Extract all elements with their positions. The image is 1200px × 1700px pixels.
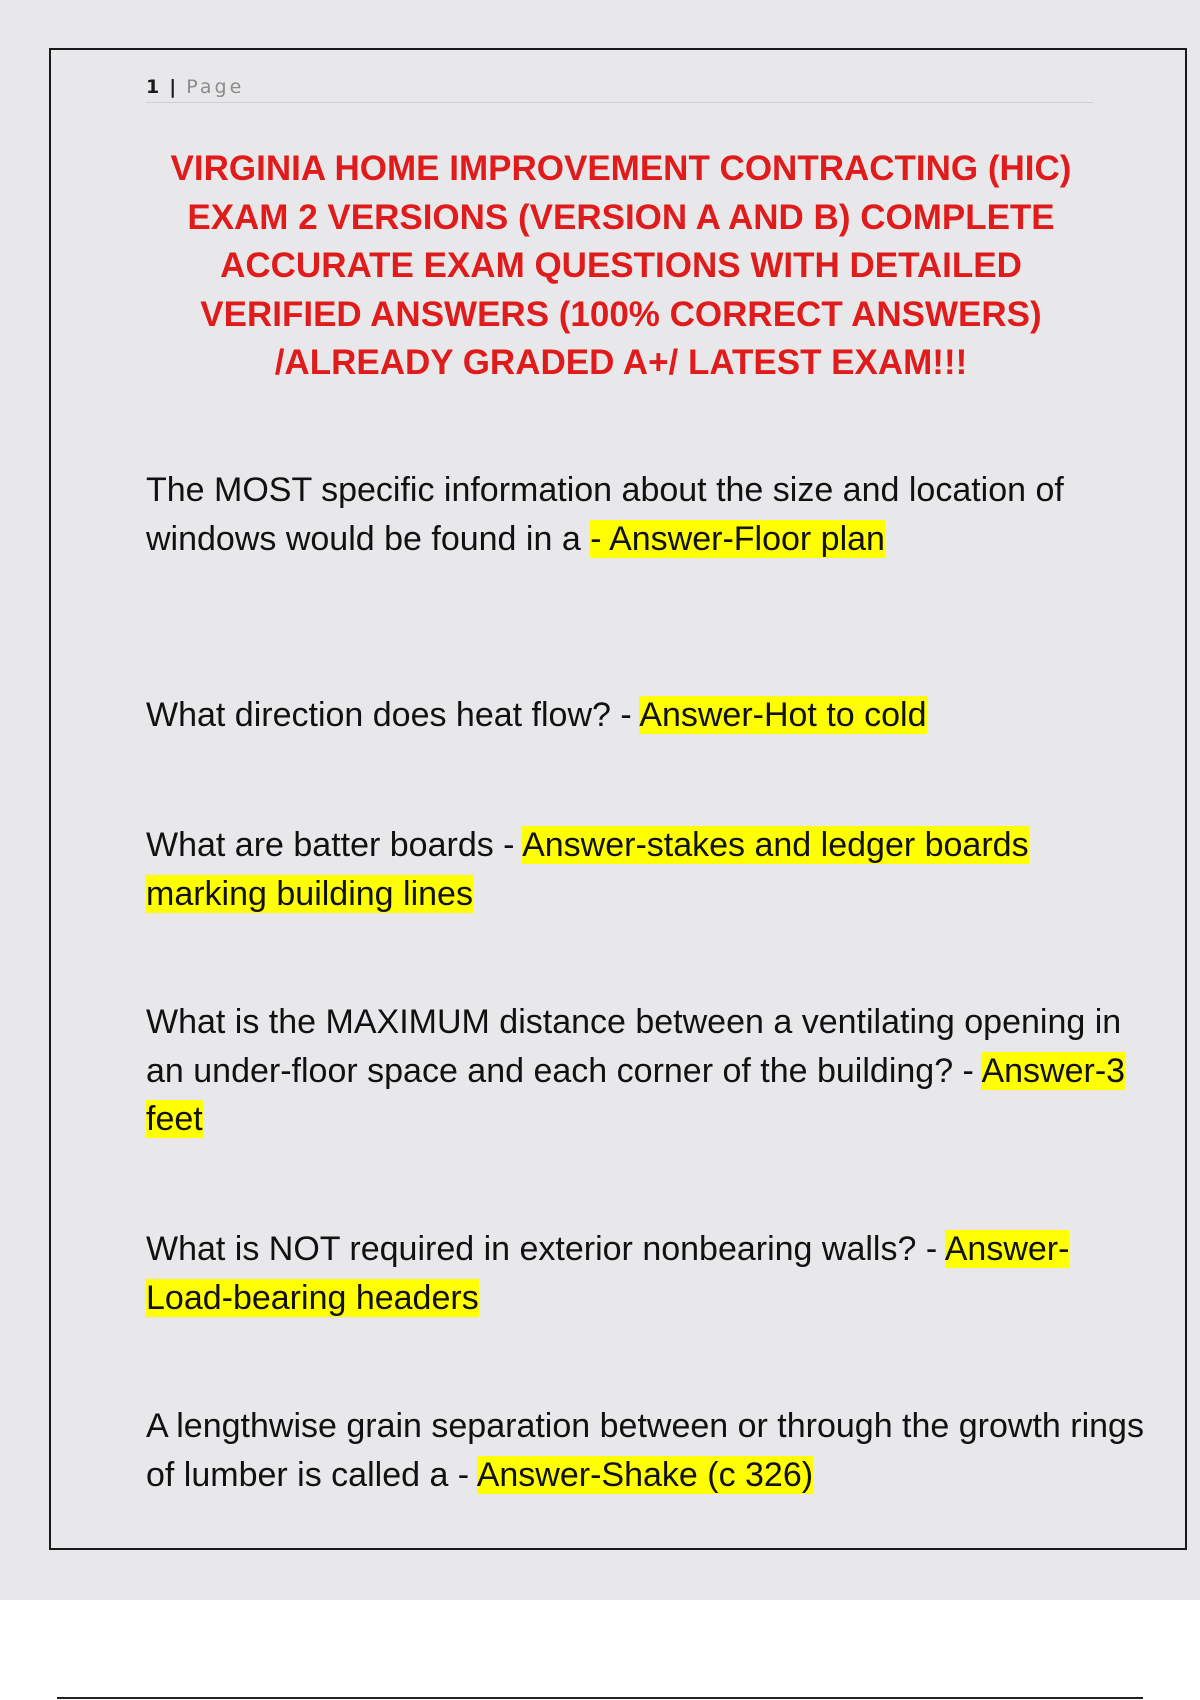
page-number: 1: [146, 76, 160, 98]
question-text: What is NOT required in exterior nonbearing walls? -: [146, 1230, 945, 1268]
answer-highlight: Answer-Hot to cold: [639, 696, 927, 734]
question-text: A lengthwise grain separation between or through the growth rings of lumber is called a -: [146, 1407, 1144, 1494]
answer-highlight: Answer-3 feet: [146, 1051, 1126, 1138]
answer-highlight: Answer-Load-bearing headers: [146, 1230, 1070, 1317]
qa-item: [146, 466, 1146, 563]
question-text: What are batter boards -: [146, 826, 523, 864]
title-line: VERIFIED ANSWERS (100% CORRECT ANSWERS): [200, 294, 1042, 334]
answer-highlight: Answer-Shake (c 326): [476, 1455, 814, 1494]
qa-item: [146, 821, 1146, 918]
page-number-header: [146, 76, 1093, 103]
question-text: What is the MAXIMUM distance between a ventilating opening in an under-floor space and each corner of the building? -: [146, 1003, 1122, 1090]
title-line: /ALREADY GRADED A+/ LATEST EXAM!!!: [274, 343, 968, 382]
next-page-top-rule: [57, 1697, 1143, 1699]
qa-item: [146, 998, 1146, 1144]
qa-item: [146, 1225, 1146, 1322]
question-text: What direction does heat flow? -: [146, 696, 640, 734]
title-line: ACCURATE EXAM QUESTIONS WITH DETAILED: [220, 246, 1022, 285]
page-label: Page: [186, 76, 245, 98]
title-line: EXAM 2 VERSIONS (VERSION A AND B) COMPLETE: [187, 197, 1055, 237]
title-line: VIRGINIA HOME IMPROVEMENT CONTRACTING (HIC): [170, 149, 1072, 188]
qa-item: [146, 1402, 1146, 1499]
document-page: [49, 48, 1187, 1550]
question-text: The MOST specific information about the size and location of windows would be found in a: [146, 471, 1064, 558]
qa-item: [146, 691, 1146, 740]
answer-highlight: Answer-stakes and ledger boards marking building lines: [146, 826, 1029, 913]
page-number-separator: |: [169, 76, 177, 98]
document-title: [111, 145, 1131, 388]
answer-highlight: - Answer-Floor plan: [590, 519, 885, 558]
